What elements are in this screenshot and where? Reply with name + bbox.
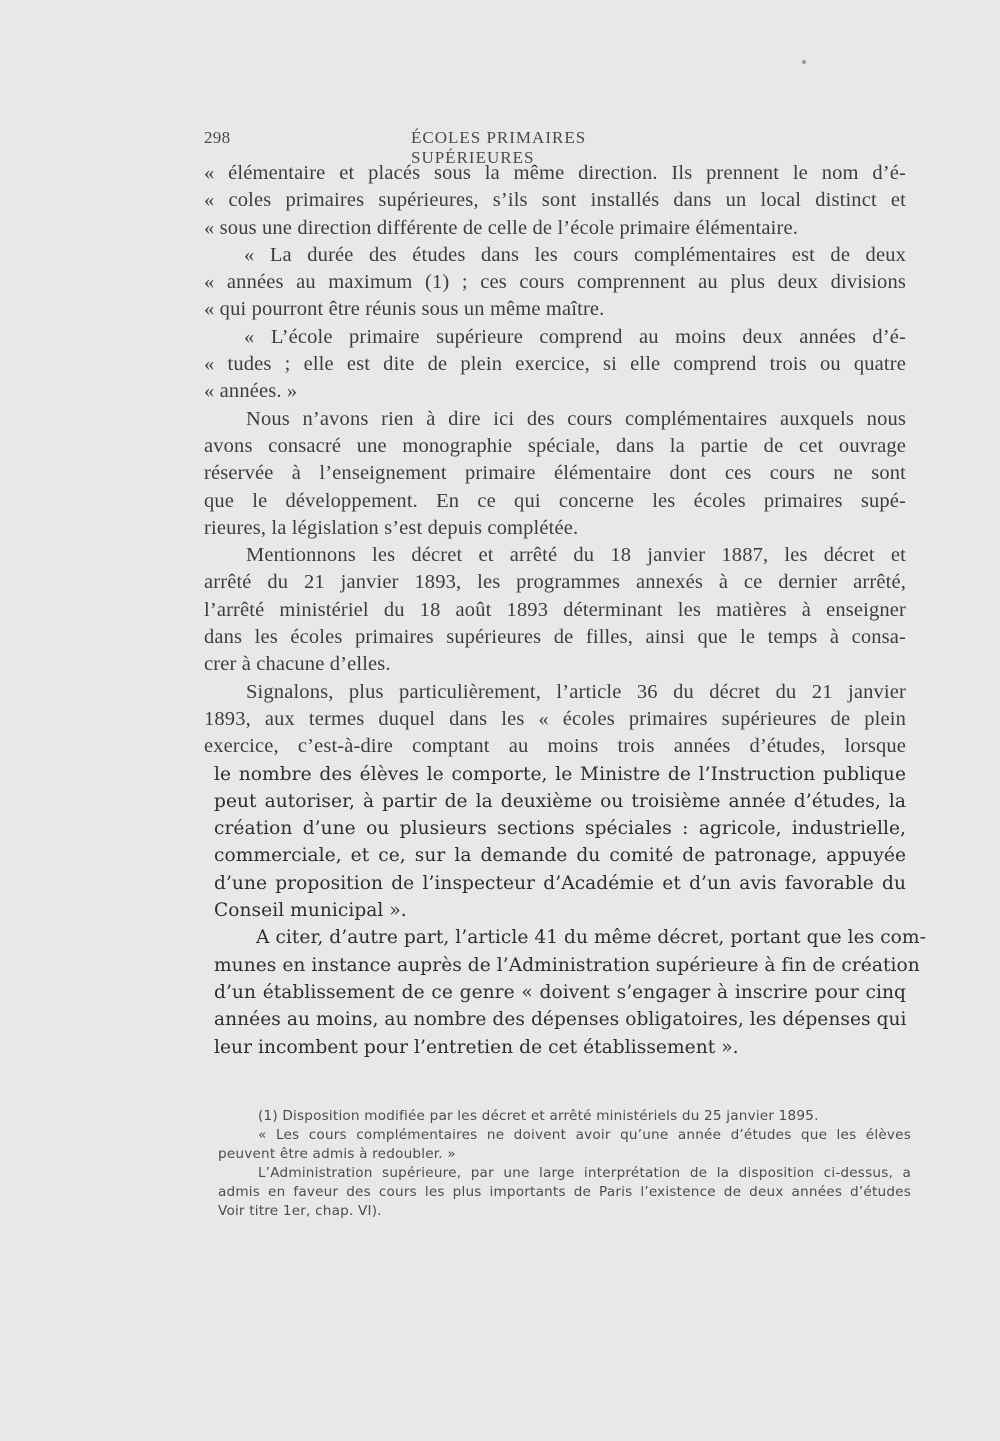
text-line: leur incombent pour l’entretien de cet établissement ». <box>214 1036 739 1058</box>
text-line: crer à chacune d’elles. <box>204 653 391 676</box>
footnote-line: peuvent être admis à redoubler. » <box>218 1146 456 1162</box>
text-line: rieures, la législation s’est depuis complétée. <box>204 516 579 539</box>
text-line: le nombre des élèves le comporte, le Ministre de l’Instruction publique <box>214 763 906 785</box>
text-line: d’un établissement de ce genre « doivent s’engager à inscrire pour cinq <box>214 981 906 1003</box>
text-line: 1893, aux termes duquel dans les « écoles primaires supérieures de plein <box>204 707 906 730</box>
text-line: peut autoriser, à partir de la deuxième ou troisième année d’études, la <box>214 790 906 812</box>
text-line: « années. » <box>204 380 298 403</box>
text-line: dans les écoles primaires supérieures de filles, ainsi que le temps à consa- <box>204 626 906 649</box>
page-number: 298 <box>204 128 231 147</box>
text-line: « années au maximum (1) ; ces cours comprennent au plus deux divisions <box>204 271 906 294</box>
footnote-line: « Les cours complémentaires ne doivent avoir qu’une année d’études que les élèves <box>258 1127 911 1143</box>
text-line: réservée à l’enseignement primaire élémentaire dont ces cours ne sont <box>204 462 906 485</box>
footnote-line: admis en faveur des cours les plus importants de Paris l’existence de deux années d’études <box>218 1184 911 1200</box>
body-text <box>204 160 926 1061</box>
text-line: « tudes ; elle est dite de plein exercice, si elle comprend trois ou quatre <box>204 353 906 376</box>
text-line: que le développement. En ce qui concerne les écoles primaires supé- <box>204 489 906 512</box>
text-line: « qui pourront être réunis sous un même maître. <box>204 298 605 321</box>
text-line: « élémentaire et placés sous la même direction. Ils prennent le nom d’é- <box>204 162 906 184</box>
text-line: commerciale, et ce, sur la demande du comité de patronage, appuyée <box>214 845 906 867</box>
text-line: « La durée des études dans les cours complémentaires est de deux <box>244 243 906 266</box>
footnotes <box>218 1107 911 1221</box>
footnote-line: (1) Disposition modifiée par les décret et arrêté ministériels du 25 janvier 1895. <box>258 1108 819 1124</box>
running-head <box>204 128 704 167</box>
running-title: ÉCOLES PRIMAIRES SUPÉRIEURES <box>411 128 587 167</box>
footnote-line: Voir titre 1er, chap. VI). <box>218 1203 382 1219</box>
text-line: l’arrêté ministériel du 18 août 1893 déterminant les matières à enseigner <box>204 598 906 621</box>
text-line: Signalons, plus particulièrement, l’article 36 du décret du 21 janvier <box>246 680 906 703</box>
text-line: « L’école primaire supérieure comprend au moins deux années d’é- <box>244 325 906 348</box>
text-line: Mentionnons les décret et arrêté du 18 janvier 1887, les décret et <box>246 544 906 567</box>
text-line: d’une proposition de l’inspecteur d’Académie et d’un avis favorable du <box>214 872 906 894</box>
text-line: A citer, d’autre part, l’article 41 du même décret, portant que les com- <box>256 927 926 949</box>
text-line: « sous une direction différente de celle de l’école primaire élémentaire. <box>204 216 798 239</box>
text-line: avons consacré une monographie spéciale, dans la partie de cet ouvrage <box>204 434 906 457</box>
text-line: arrêté du 21 janvier 1893, les programmes annexés à ce dernier arrêté, <box>204 571 906 594</box>
text-line: Nous n’avons rien à dire ici des cours complémentaires auxquels nous <box>246 407 906 430</box>
text-line: Conseil municipal ». <box>214 900 407 922</box>
text-line: création d’une ou plusieurs sections spéciales : agricole, industrielle, <box>214 818 906 840</box>
text-line: années au moins, au nombre des dépenses obligatoires, les dépenses qui <box>214 1009 907 1031</box>
text-line: « coles primaires supérieures, s’ils sont installés dans un local distinct et <box>204 189 906 212</box>
text-line: munes en instance auprès de l’Administration supérieure à fin de création <box>214 954 920 976</box>
footnote-line: L’Administration supérieure, par une large interprétation de la disposition ci-dessus, a <box>258 1165 911 1181</box>
text-line: exercice, c’est-à-dire comptant au moins trois années d’études, lorsque <box>204 735 906 758</box>
paper-speck <box>802 60 806 64</box>
